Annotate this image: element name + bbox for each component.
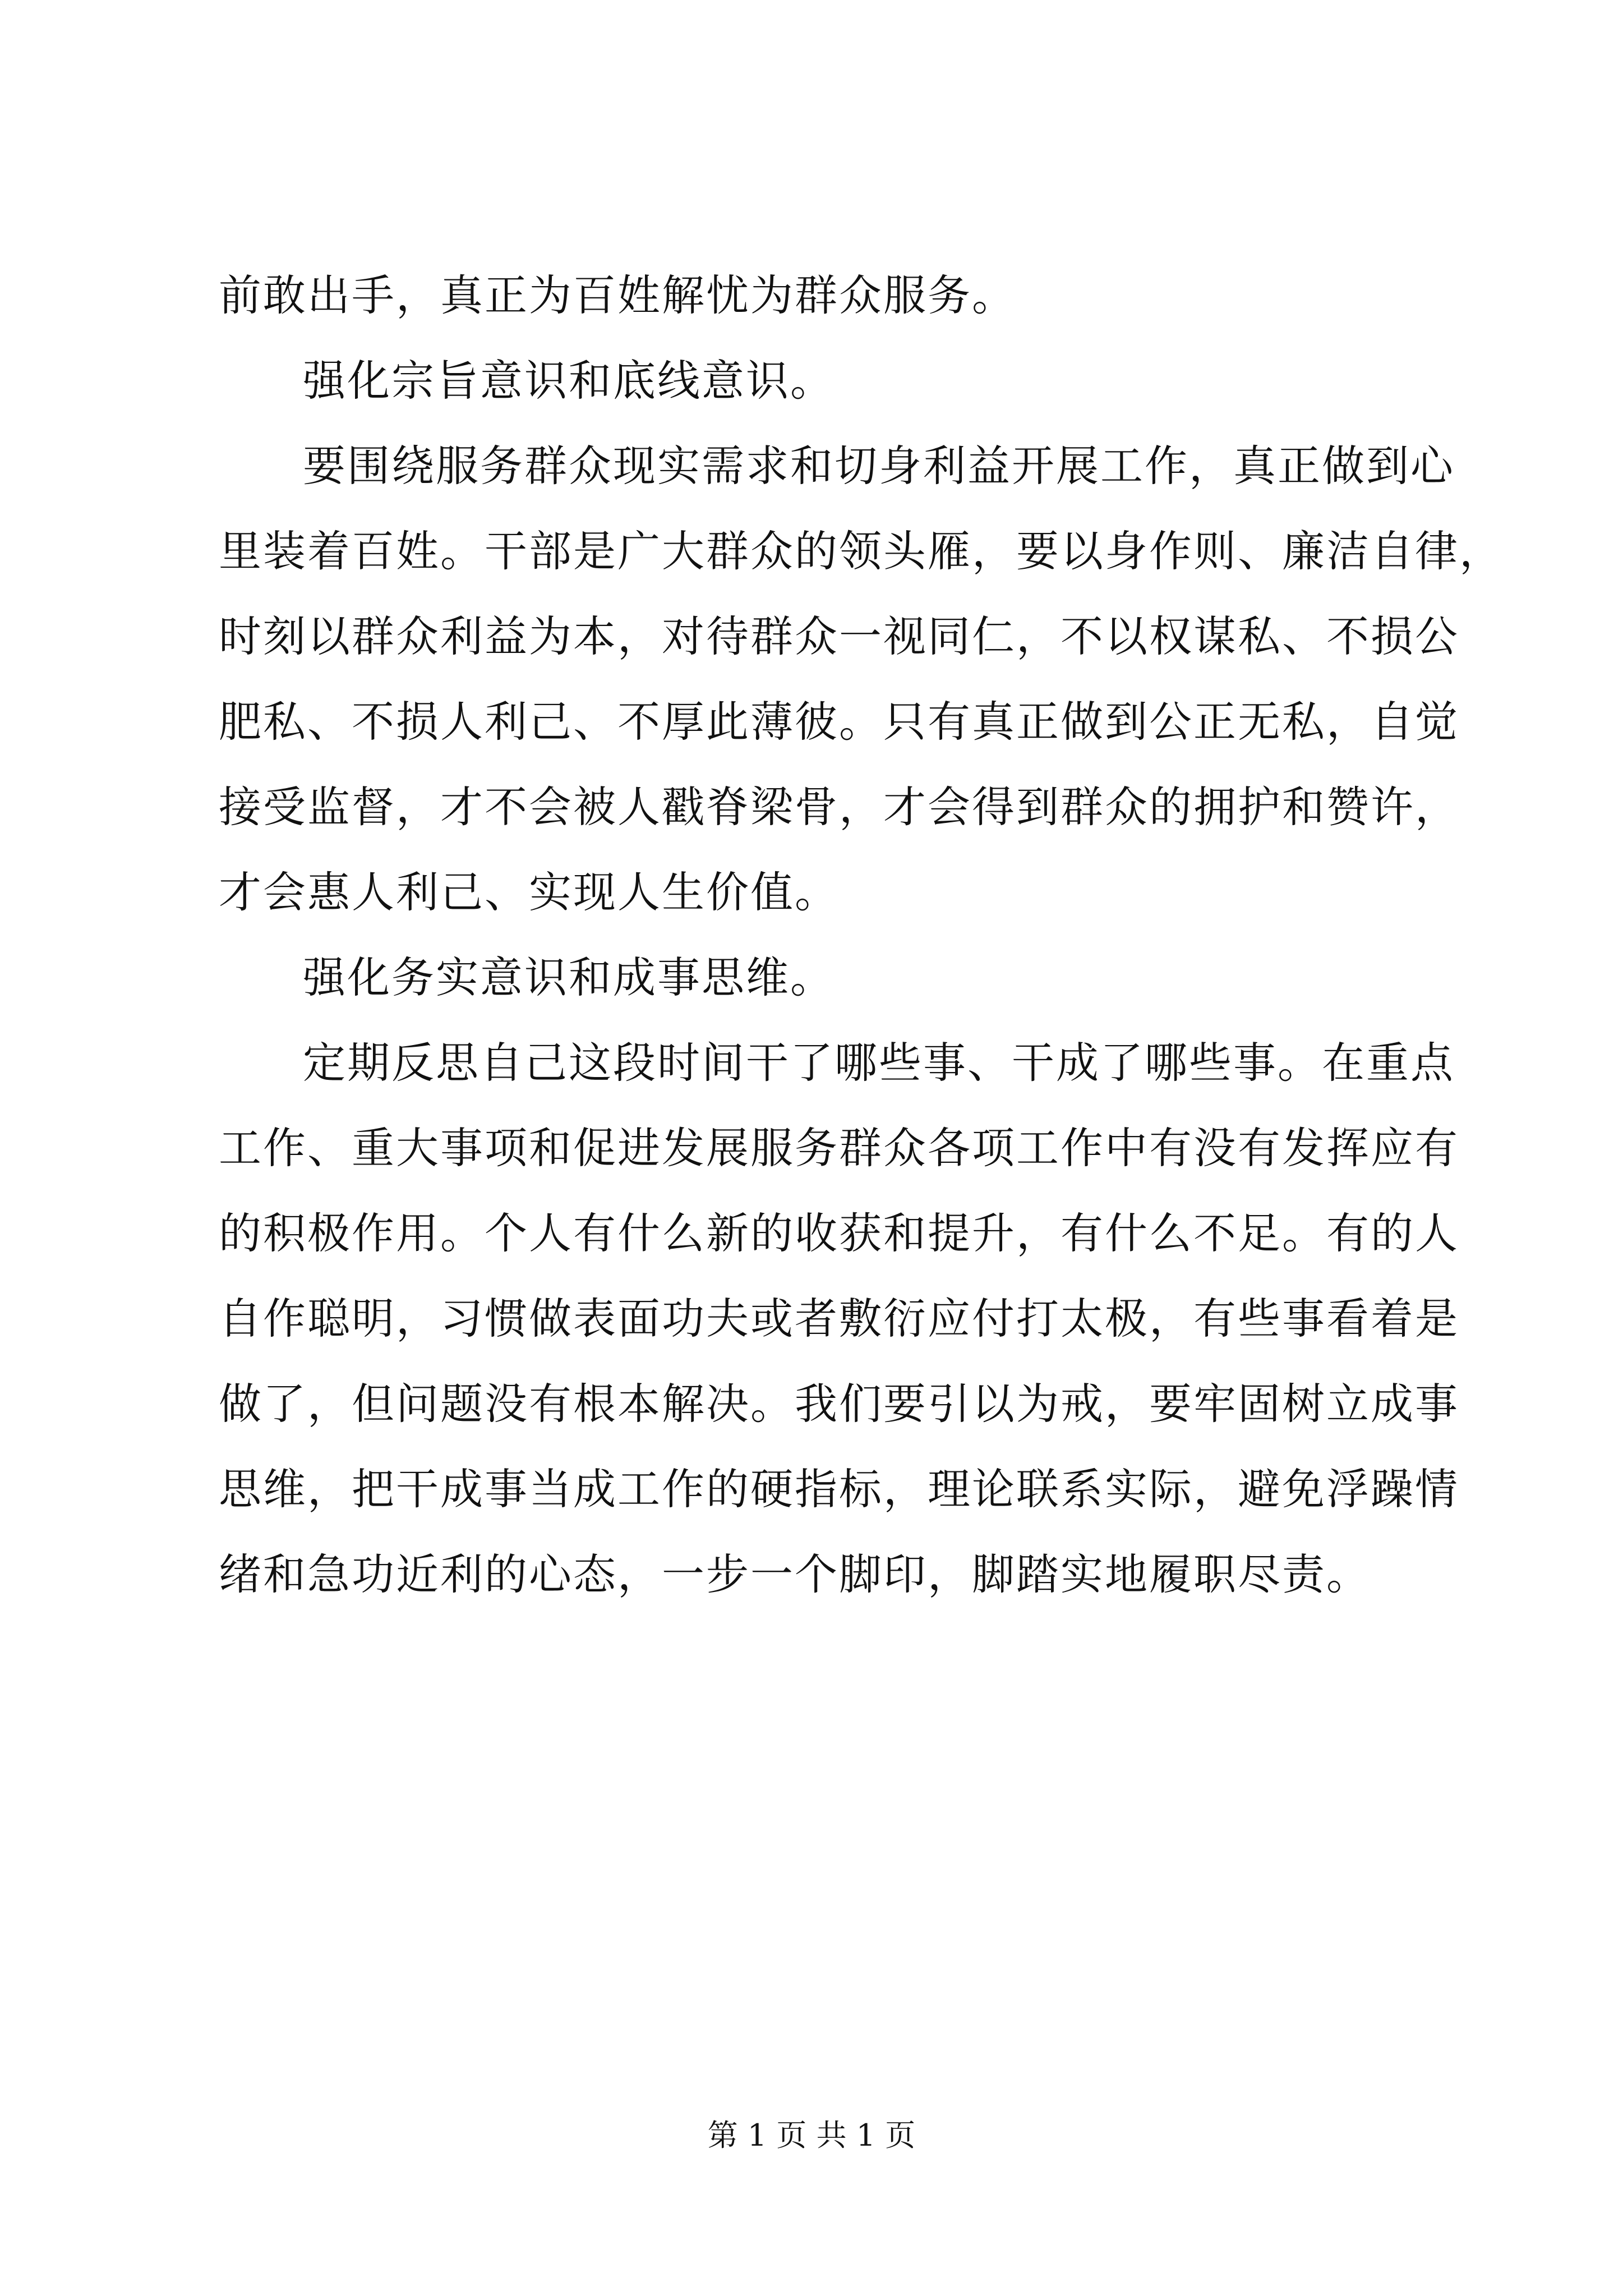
body-line: 绪和急功近利的心态，一步一个脚印，脚踏实地履职尽责。 (219, 1549, 1371, 1599)
body-line: 前敢出手，真正为百姓解忧为群众服务。 (219, 270, 1016, 320)
body-line: 时刻以群众利益为本，对待群众一视同仁，不以权谋私、不损公 (219, 611, 1459, 661)
body-line: 接受监督，才不会被人戳脊梁骨，才会得到群众的拥护和赞许， (219, 782, 1459, 832)
body-line: 工作、重大事项和促进发展服务群众各项工作中有没有发挥应有 (219, 1123, 1459, 1173)
body-line: 要围绕服务群众现实需求和切身利益开展工作，真正做到心 (303, 441, 1455, 491)
body-line: 里装着百姓。干部是广大群众的领头雁，要以身作则、廉洁自律， (219, 526, 1504, 576)
section-heading: 强化宗旨意识和底线意识。 (303, 356, 834, 406)
body-line: 自作聪明，习惯做表面功夫或者敷衍应付打太极，有些事看着是 (219, 1294, 1459, 1343)
body-line: 做了，但问题没有根本解决。我们要引以为戒，要牢固树立成事 (219, 1379, 1459, 1429)
body-line: 思维，把干成事当成工作的硬指标，理论联系实际，避免浮躁情 (219, 1464, 1459, 1514)
page-footer: 第 1 页 共 1 页 (707, 2118, 916, 2153)
section-heading: 强化务实意识和成事思维。 (303, 953, 834, 1002)
body-line: 肥私、不损人利己、不厚此薄彼。只有真正做到公正无私，自觉 (219, 697, 1459, 747)
body-line: 的积极作用。个人有什么新的收获和提升，有什么不足。有的人 (219, 1208, 1459, 1258)
body-line: 定期反思自己这段时间干了哪些事、干成了哪些事。在重点 (303, 1038, 1455, 1088)
body-line: 才会惠人利己、实现人生价值。 (219, 867, 839, 917)
